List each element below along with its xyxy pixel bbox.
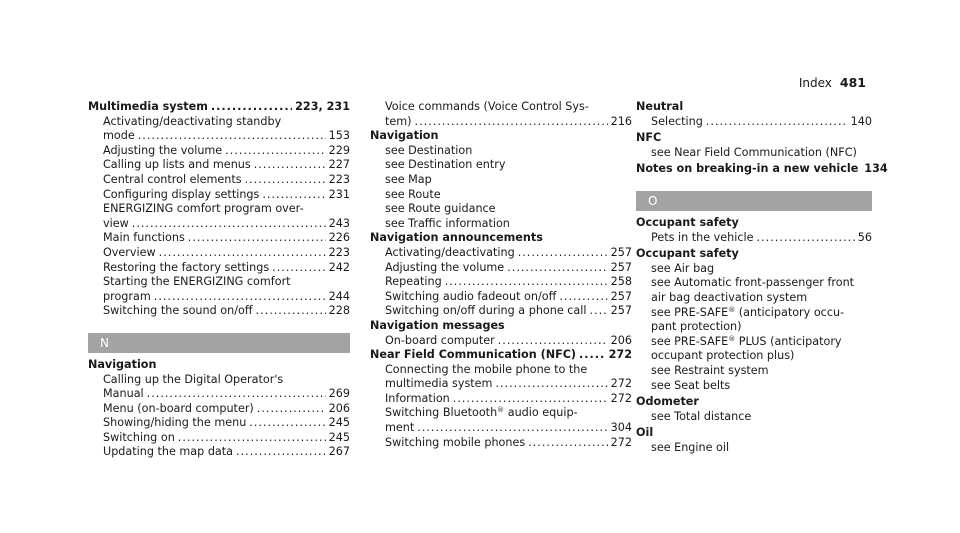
registered-mark: ® [497, 406, 505, 415]
sub-entry: Calling up the Digital Operator's [103, 372, 284, 386]
sub-entry: Switching mobile phones ..... 272 [370, 436, 632, 451]
sub-entry: Starting the ENERGIZING comfort [103, 275, 291, 289]
sub-entry: Updating the map data ..... 267 [88, 445, 350, 460]
sub-entry: Menu (on-board computer) ..... 206 [88, 402, 350, 417]
sub-entry: Switching the sound on/off ..... 228 [88, 304, 350, 319]
entry-navigation-messages: Navigation messages [370, 318, 505, 332]
index-column-2 [370, 100, 632, 450]
sub-entry: Main functions ..... 226 [88, 231, 350, 246]
section-header-n: N [88, 333, 350, 353]
page-ref[interactable]: 228 [328, 304, 350, 318]
sub-entry: Switching on ..... 245 [88, 431, 350, 446]
sub-entry: multimedia system ..... 272 [370, 377, 632, 392]
entry-occupant-safety: Occupant safety [636, 215, 739, 229]
page-ref[interactable]: 244 [328, 289, 350, 303]
see-reference[interactable]: see Route guidance [385, 202, 496, 216]
section-header-o: O [636, 191, 872, 211]
entry-navigation-announcements: Navigation announcements [370, 231, 543, 245]
page-ref[interactable]: 257 [610, 289, 632, 303]
entry-occupant-safety: Occupant safety [636, 247, 739, 261]
see-reference[interactable]: pant protection) [651, 320, 742, 334]
see-reference[interactable]: see Destination [385, 143, 473, 157]
see-reference[interactable]: see Total distance [651, 409, 752, 423]
entry-navigation: Navigation [370, 129, 439, 143]
sub-entry: Repeating ..... 258 [370, 275, 632, 290]
entry-oil: Oil [636, 426, 654, 440]
sub-entry: Overview ..... 223 [88, 246, 350, 261]
see-reference[interactable]: see Air bag [651, 261, 715, 275]
page-ref[interactable]: 245 [328, 430, 350, 444]
sub-entry: Restoring the factory settings ..... 242 [88, 261, 350, 276]
see-reference[interactable]: see Map [385, 172, 432, 186]
sub-entry: view ..... 243 [88, 217, 350, 232]
registered-mark: ® [728, 334, 736, 343]
see-reference[interactable]: see Traffic information [385, 216, 510, 230]
sub-entry: Manual ..... 269 [88, 387, 350, 402]
entry-navigation: Navigation [88, 357, 157, 371]
see-reference[interactable]: air bag deactivation system [651, 290, 808, 304]
page-ref[interactable]: 257 [610, 245, 632, 259]
sub-entry: Selecting ..... 140 [636, 115, 872, 130]
sub-entry: Switching audio fadeout on/off ..... 257 [370, 290, 632, 305]
page-ref[interactable]: 216 [610, 114, 632, 128]
page-ref[interactable]: 229 [328, 143, 350, 157]
entry-nfc: Near Field Communication (NFC) ..... 272 [370, 348, 632, 363]
sub-entry: tem) ..... 216 [370, 115, 632, 130]
page-ref[interactable]: 258 [610, 275, 632, 289]
page-ref[interactable]: 245 [328, 416, 350, 430]
entry-odometer: Odometer [636, 395, 699, 409]
see-reference[interactable]: see Engine oil [651, 440, 730, 454]
see-reference[interactable]: see Destination entry [385, 158, 506, 172]
page-ref[interactable]: 243 [328, 216, 350, 230]
page-ref[interactable]: 223, 231 [295, 100, 350, 113]
page-ref[interactable]: 153 [328, 129, 350, 143]
entry-multimedia-system: Multimedia system ..... 223, 231 [88, 100, 350, 115]
page-ref[interactable]: 206 [328, 401, 350, 415]
sub-entry: Information ..... 272 [370, 392, 632, 407]
index-column-1 [88, 100, 350, 460]
see-reference[interactable]: see Route [385, 187, 441, 201]
page-ref[interactable]: 272 [610, 391, 632, 405]
sub-entry: Central control elements ..... 223 [88, 173, 350, 188]
entry-notes-breaking-in: Notes on breaking-in a new vehicle 134 [636, 162, 888, 176]
sub-entry: ENERGIZING comfort program over- [103, 202, 304, 216]
sub-entry: Connecting the mobile phone to the [385, 362, 588, 376]
sub-entry: On-board computer ..... 206 [370, 334, 632, 349]
page-ref[interactable]: 226 [328, 231, 350, 245]
sub-entry: Switching Bluetooth® audio equip- [385, 406, 578, 420]
see-reference[interactable]: see PRE-SAFE® PLUS (anticipatory [651, 334, 842, 348]
page-ref[interactable]: 206 [610, 333, 632, 347]
sub-entry: Activating/deactivating standby [103, 114, 282, 128]
registered-mark: ® [728, 305, 736, 314]
see-reference[interactable]: see Restraint system [651, 363, 769, 377]
see-reference[interactable]: see Automatic front-passenger front [651, 276, 855, 290]
see-reference[interactable]: see Seat belts [651, 378, 731, 392]
page-ref[interactable]: 56 [857, 230, 872, 244]
sub-entry: Configuring display settings ..... 231 [88, 188, 350, 203]
page-ref[interactable]: 272 [608, 348, 632, 362]
see-reference[interactable]: occupant protection plus) [651, 349, 795, 363]
sub-entry: Adjusting the volume ..... 257 [370, 261, 632, 276]
sub-entry: ment ..... 304 [370, 421, 632, 436]
sub-entry: Pets in the vehicle ..... 56 [636, 231, 872, 246]
sub-entry: Voice commands (Voice Control Sys- [385, 100, 589, 113]
index-label: Index [798, 76, 832, 90]
index-column-3 [636, 100, 888, 455]
page-ref[interactable]: 257 [610, 260, 632, 274]
sub-entry: Adjusting the volume ..... 229 [88, 144, 350, 159]
page-ref[interactable]: 304 [610, 421, 632, 435]
page-ref[interactable]: 272 [610, 377, 632, 391]
sub-entry: mode ..... 153 [88, 129, 350, 144]
page-number: 481 [839, 75, 866, 90]
page-ref[interactable]: 272 [610, 435, 632, 449]
page-ref[interactable]: 140 [850, 114, 872, 128]
page-ref[interactable]: 134 [864, 162, 888, 176]
entry-neutral: Neutral [636, 100, 684, 113]
page-ref[interactable]: 242 [328, 260, 350, 274]
sub-entry: Calling up lists and menus ..... 227 [88, 158, 350, 173]
sub-entry: program ..... 244 [88, 290, 350, 305]
page-ref[interactable]: 227 [328, 158, 350, 172]
page-ref[interactable]: 223 [328, 245, 350, 259]
entry-nfc: NFC [636, 131, 662, 145]
page-ref[interactable]: 231 [328, 187, 350, 201]
sub-entry: Showing/hiding the menu ..... 245 [88, 416, 350, 431]
sub-entry: Switching on/off during a phone call ..... 257 [370, 304, 632, 319]
page-ref[interactable]: 257 [610, 304, 632, 318]
page-ref[interactable]: 267 [328, 445, 350, 459]
see-reference[interactable]: see PRE-SAFE® (anticipatory occu- [651, 305, 845, 319]
see-reference[interactable]: see Near Field Communication (NFC) [651, 145, 857, 159]
page-ref[interactable]: 269 [328, 387, 350, 401]
page-ref[interactable]: 223 [328, 172, 350, 186]
page-header [0, 76, 866, 91]
sub-entry: Activating/deactivating ..... 257 [370, 246, 632, 261]
